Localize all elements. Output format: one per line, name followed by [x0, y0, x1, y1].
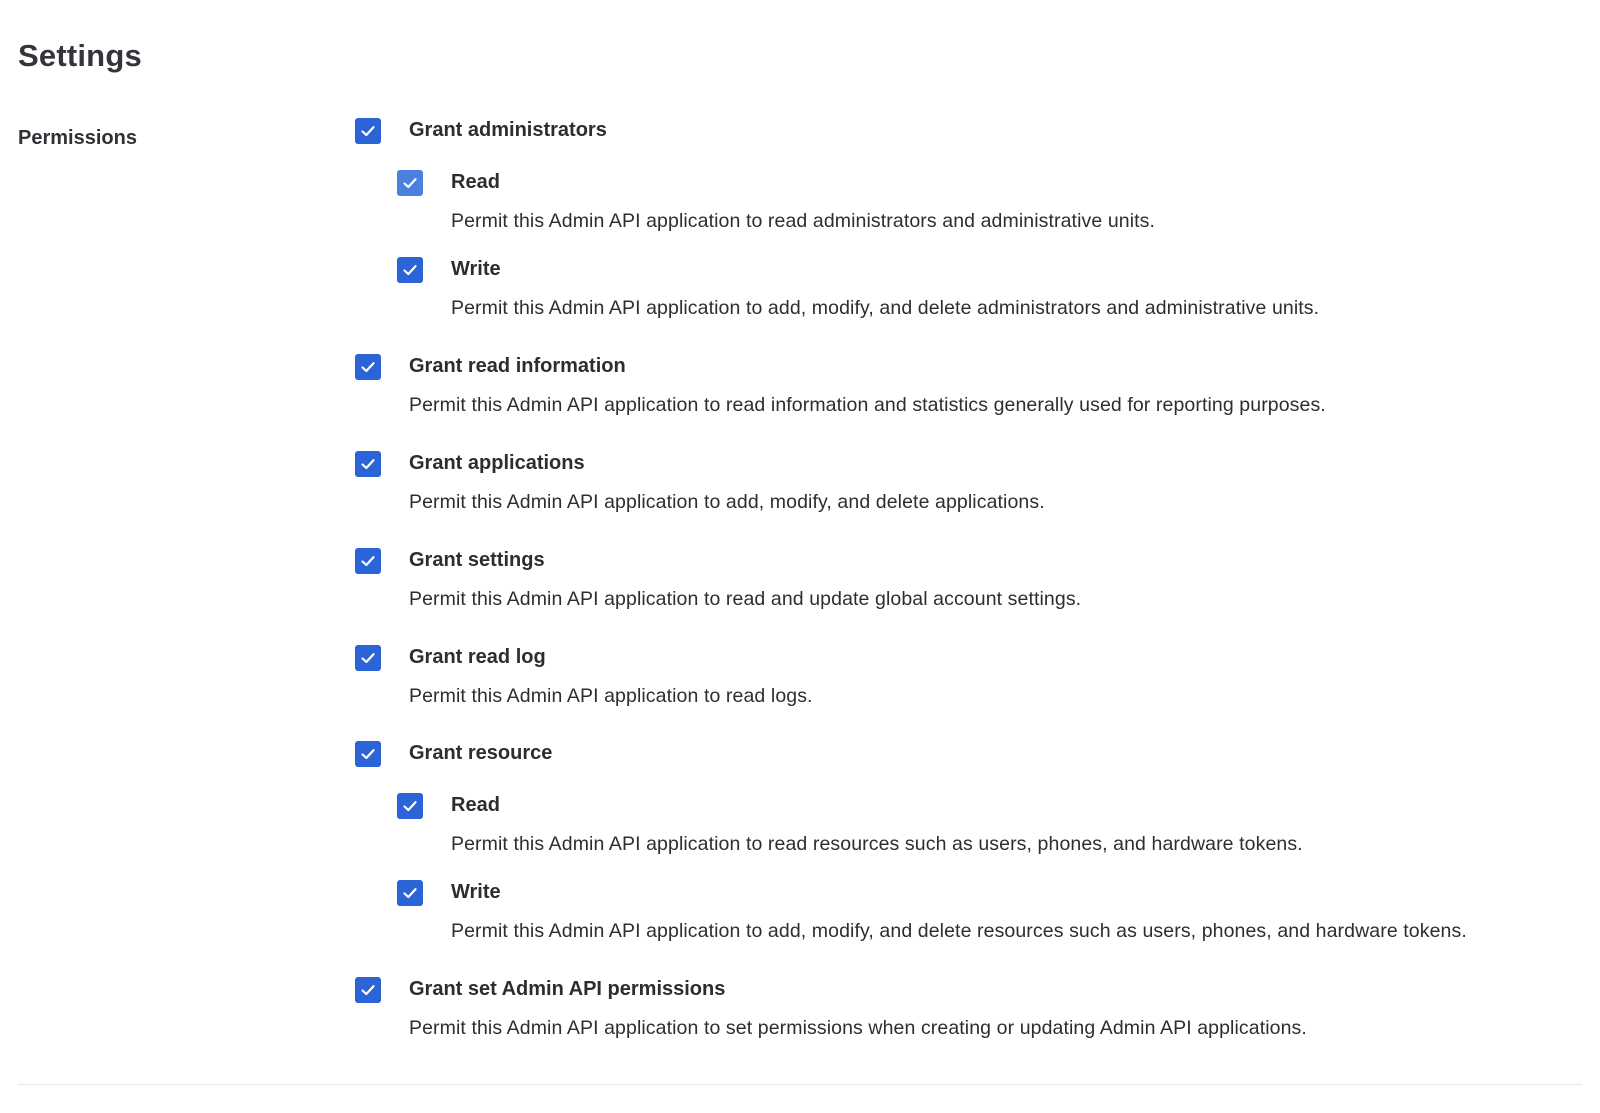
check-mark-icon	[359, 981, 377, 999]
grant-administrators-checkbox[interactable]	[355, 118, 381, 144]
check-mark-icon	[359, 649, 377, 667]
administrators-write-description: Permit this Admin API application to add, modify, and delete administrators and administrative units.	[451, 297, 1320, 319]
resource-read-description: Permit this Admin API application to read resources such as users, phones, and hardware tokens.	[451, 833, 1303, 855]
grant-applications-label: Grant applications	[409, 452, 585, 474]
grant-applications-checkbox[interactable]	[355, 451, 381, 477]
grant-settings-checkbox[interactable]	[355, 548, 381, 574]
administrators-write-label: Write	[451, 258, 501, 280]
check-mark-icon	[401, 261, 419, 279]
grant-settings-description: Permit this Admin API application to read and update global account settings.	[409, 588, 1082, 610]
check-mark-icon	[401, 884, 419, 902]
administrators-write-checkbox[interactable]	[397, 257, 423, 283]
grant-set-admin-api-permissions-description: Permit this Admin API application to set permissions when creating or updating Admin API applications.	[409, 1017, 1307, 1039]
grant-set-admin-api-permissions-checkbox[interactable]	[355, 977, 381, 1003]
grant-read-log-label: Grant read log	[409, 646, 546, 668]
section-divider	[18, 1084, 1582, 1085]
administrators-read-label: Read	[451, 171, 500, 193]
resource-write-description: Permit this Admin API application to add, modify, and delete resources such as users, phones, and hardware tokens.	[451, 920, 1467, 942]
resource-read-checkbox[interactable]	[397, 793, 423, 819]
check-mark-icon	[359, 552, 377, 570]
grant-read-information-description: Permit this Admin API application to read information and statistics generally used for reporting purposes.	[409, 394, 1326, 416]
check-mark-icon	[359, 122, 377, 140]
grant-administrators-label: Grant administrators	[409, 119, 607, 141]
check-mark-icon	[359, 455, 377, 473]
grant-settings-label: Grant settings	[409, 549, 545, 571]
check-mark-icon	[359, 745, 377, 763]
check-mark-icon	[359, 358, 377, 376]
administrators-read-description: Permit this Admin API application to read administrators and administrative units.	[451, 210, 1156, 232]
grant-set-admin-api-permissions-label: Grant set Admin API permissions	[409, 978, 726, 1000]
check-mark-icon	[401, 797, 419, 815]
grant-read-log-checkbox[interactable]	[355, 645, 381, 671]
grant-resource-label: Grant resource	[409, 742, 553, 764]
resource-read-label: Read	[451, 794, 500, 816]
grant-read-log-description: Permit this Admin API application to read logs.	[409, 685, 813, 707]
check-mark-icon	[401, 174, 419, 192]
resource-write-checkbox[interactable]	[397, 880, 423, 906]
grant-read-information-label: Grant read information	[409, 355, 626, 377]
grant-applications-description: Permit this Admin API application to add, modify, and delete applications.	[409, 491, 1045, 513]
grant-read-information-checkbox[interactable]	[355, 354, 381, 380]
administrators-read-checkbox[interactable]	[397, 170, 423, 196]
resource-write-label: Write	[451, 881, 501, 903]
grant-resource-checkbox[interactable]	[355, 741, 381, 767]
permissions-section-label: Permissions	[18, 127, 137, 149]
page-title: Settings	[18, 38, 142, 73]
